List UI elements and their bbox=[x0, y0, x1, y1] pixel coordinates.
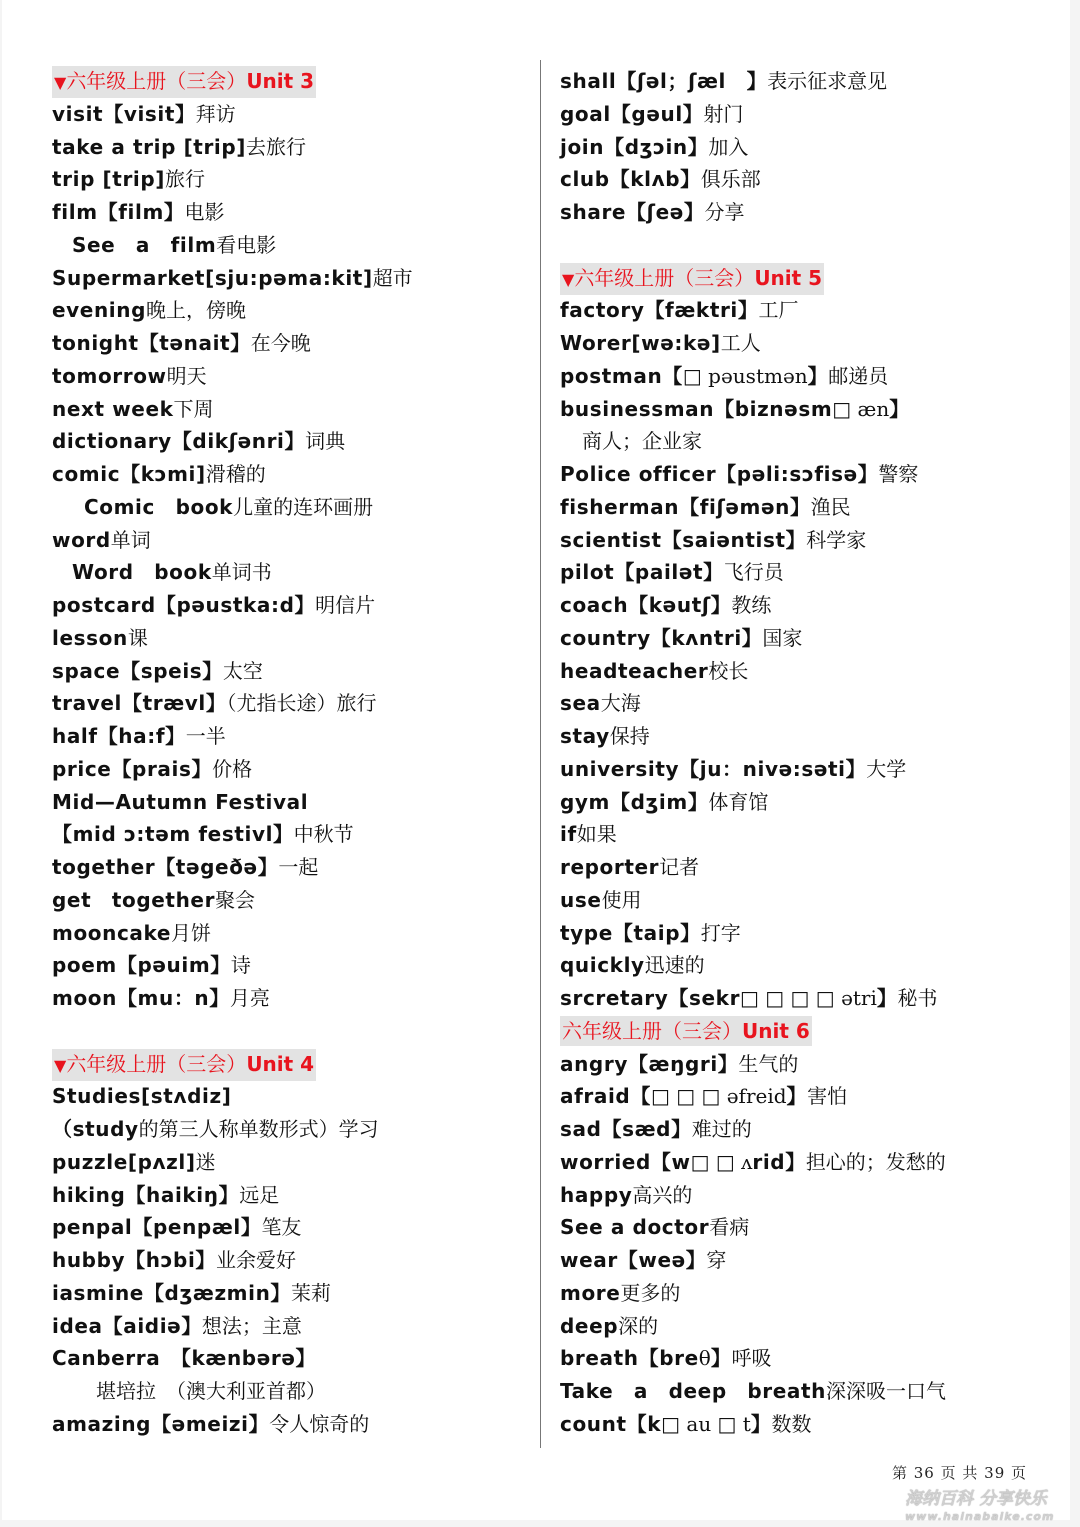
vocab-meaning: 担心的；发愁的 bbox=[805, 1149, 946, 1174]
vocab-word: price【prais】 bbox=[52, 756, 213, 781]
vocab-entry bbox=[560, 655, 1040, 688]
vocab-word: headteacher bbox=[560, 658, 709, 683]
vocab-meaning: 更多的 bbox=[620, 1280, 681, 1305]
vocab-meaning: 加入 bbox=[708, 134, 749, 159]
vocab-word: penpal【penpæl】 bbox=[52, 1215, 262, 1240]
vocab-word: hiking【haikiŋ】 bbox=[52, 1182, 240, 1207]
vocab-entry bbox=[560, 65, 1040, 98]
vocab-meaning: 教练 bbox=[731, 593, 772, 617]
vocab-word: lesson bbox=[52, 625, 128, 650]
vocab-meaning: 月饼 bbox=[171, 920, 212, 945]
vocab-meaning: 旅行 bbox=[165, 167, 206, 192]
vocab-meaning: 工人 bbox=[720, 331, 761, 355]
vocab-word: next week bbox=[52, 396, 174, 421]
vocab-entry bbox=[560, 360, 1040, 393]
section-heading bbox=[560, 262, 1040, 295]
vocab-meaning: 邮递员 bbox=[828, 363, 889, 388]
triangle-down-icon: ▼ bbox=[54, 73, 67, 92]
unit-heading bbox=[560, 263, 824, 295]
vocab-phonetic: □ □ □ əfreid bbox=[650, 1084, 787, 1109]
vocab-meaning: 使用 bbox=[601, 887, 642, 912]
vocab-word: take a trip [trip] bbox=[52, 134, 247, 159]
vocab-meaning: 害怕 bbox=[807, 1084, 848, 1109]
heading-unit: Unit 3 bbox=[246, 69, 315, 93]
vocab-meaning: 价格 bbox=[212, 756, 253, 781]
vocab-word: Police officer【pəli:sɔfisə】 bbox=[560, 462, 879, 486]
vocab-phonetic: □ æn bbox=[832, 396, 890, 421]
section-heading bbox=[52, 1048, 522, 1081]
heading-unit: Unit 4 bbox=[246, 1051, 315, 1076]
vocab-word: mooncake bbox=[52, 920, 172, 945]
vocab-entry bbox=[560, 1244, 1040, 1277]
vocab-entry bbox=[560, 589, 1040, 622]
vocab-entry bbox=[560, 1277, 1040, 1310]
vocab-entry bbox=[560, 753, 1040, 786]
vocab-meaning: 科学家 bbox=[806, 527, 867, 552]
vocab-phonetic: □ pəustmən bbox=[682, 363, 808, 388]
vocab-word: pilot【pailət】 bbox=[560, 560, 724, 585]
vocab-word: hubby【hɔbi】 bbox=[52, 1248, 217, 1272]
watermark bbox=[905, 1490, 1054, 1526]
heading-label: 六年级上册（三会） bbox=[574, 265, 755, 290]
vocab-word: more bbox=[560, 1280, 621, 1305]
vocab-entry bbox=[52, 1179, 522, 1212]
vocab-word: coach【kəutʃ】 bbox=[560, 593, 732, 617]
vocab-meaning: 令人惊奇的 bbox=[269, 1411, 370, 1436]
vocab-entry bbox=[52, 196, 522, 229]
triangle-down-icon: ▼ bbox=[562, 269, 575, 289]
vocab-entry bbox=[52, 851, 522, 884]
vocab-entry bbox=[52, 1342, 522, 1375]
vocab-meaning: 堪培拉 （澳大利亚首都） bbox=[96, 1379, 326, 1403]
vocab-word: half【ha:f】 bbox=[52, 724, 186, 748]
vocab-word-end: rid】 bbox=[752, 1149, 806, 1174]
vocab-entry bbox=[52, 1113, 522, 1146]
vocab-word: Studies[stʌdiz] bbox=[52, 1084, 232, 1109]
vocab-word: join【dʒɔin】 bbox=[560, 134, 709, 159]
vocab-entry bbox=[52, 262, 522, 295]
vocab-word: wear【weə】 bbox=[560, 1248, 707, 1272]
vocab-entry bbox=[560, 1310, 1040, 1343]
vocab-meaning: 单词书 bbox=[211, 560, 272, 585]
vocab-meaning: 单词 bbox=[110, 527, 151, 552]
vocab-word: dictionary【dikʃənri】 bbox=[52, 429, 306, 454]
vocab-word: Canberra 【kænbərə】 bbox=[52, 1346, 317, 1371]
vocab-entry bbox=[52, 1408, 522, 1441]
unit-heading bbox=[52, 1049, 316, 1081]
vocab-meaning: 词典 bbox=[305, 429, 346, 454]
vocab-word: use bbox=[560, 887, 602, 912]
vocab-entry bbox=[560, 1375, 1040, 1408]
vocab-word: word bbox=[52, 527, 111, 552]
vocab-entry bbox=[560, 327, 1040, 360]
vocab-meaning: 警察 bbox=[878, 462, 919, 486]
vocab-entry bbox=[52, 818, 522, 851]
vocab-entry bbox=[560, 196, 1040, 229]
vocab-entry bbox=[560, 720, 1040, 753]
vocab-entry bbox=[52, 1244, 522, 1277]
vocab-phonetic: □ au □ t bbox=[661, 1411, 751, 1436]
vocab-word: idea【aidiə】 bbox=[52, 1313, 202, 1338]
vocab-word: get together bbox=[52, 887, 216, 912]
vocab-entry bbox=[52, 425, 522, 458]
vocab-entry bbox=[52, 687, 522, 720]
heading-label: 六年级上册（三会） bbox=[66, 1051, 247, 1076]
vocab-entry bbox=[52, 229, 522, 262]
heading-label: 六年级上册（三会） bbox=[66, 69, 247, 93]
vocab-word: type【taip】 bbox=[560, 920, 701, 945]
vocab-word: afraid【 bbox=[560, 1084, 651, 1109]
vocab-entry bbox=[52, 589, 522, 622]
vocab-meaning: 深深吸一口气 bbox=[826, 1379, 946, 1403]
document-page bbox=[2, 0, 1070, 1520]
vocab-word: Take a deep breath bbox=[560, 1379, 826, 1403]
vocab-meaning: 表示征求意见 bbox=[767, 69, 888, 93]
vocab-meaning: 秘书 bbox=[897, 986, 938, 1010]
vocab-word-end: 】 bbox=[876, 986, 898, 1010]
vocab-phonetic: □ □ □ □ ətri bbox=[740, 986, 877, 1010]
vocab-entry bbox=[560, 917, 1040, 950]
section-heading bbox=[52, 65, 522, 98]
vocab-entry bbox=[560, 163, 1040, 196]
vocab-word: Comic book bbox=[84, 494, 234, 519]
vocab-entry bbox=[52, 524, 522, 557]
vocab-meaning: 大学 bbox=[866, 756, 907, 781]
vocab-entry bbox=[560, 98, 1040, 131]
vocab-word: Worer[wə:kə] bbox=[560, 331, 721, 355]
vocab-meaning: 下周 bbox=[173, 396, 214, 421]
vocab-entry bbox=[52, 982, 522, 1015]
vocab-entry bbox=[560, 458, 1040, 491]
vocab-word: srcretary【sekr bbox=[560, 986, 741, 1010]
vocab-meaning: 保持 bbox=[609, 724, 650, 748]
vocab-entry bbox=[560, 294, 1040, 327]
vocab-word-end: 】 bbox=[807, 363, 829, 388]
vocab-meaning: 高兴的 bbox=[632, 1182, 693, 1207]
vocab-meaning: 穿 bbox=[706, 1248, 727, 1272]
vocab-word: Supermarket[sju:pəma:kit] bbox=[52, 265, 373, 290]
triangle-down-icon: ▼ bbox=[54, 1055, 67, 1075]
vocab-entry bbox=[52, 1277, 522, 1310]
vocab-word: breath【bre bbox=[560, 1346, 699, 1371]
vocab-entry bbox=[52, 98, 522, 131]
vocab-word: comic【kɔmi] bbox=[52, 462, 206, 486]
vocab-word: goal【gəul】 bbox=[560, 101, 704, 126]
vocab-entry bbox=[560, 818, 1040, 851]
vocab-word: club【klʌb】 bbox=[560, 167, 701, 192]
left-column bbox=[52, 65, 522, 1441]
vocab-meaning: 明天 bbox=[166, 363, 207, 388]
vocab-meaning: 深的 bbox=[618, 1313, 659, 1338]
vocab-word: if bbox=[560, 822, 577, 847]
vocab-word: Mid—Autumn Festival bbox=[52, 789, 309, 814]
vocab-entry bbox=[560, 524, 1040, 557]
vocab-word: amazing【əmeizi】 bbox=[52, 1411, 270, 1436]
vocab-entry bbox=[560, 884, 1040, 917]
vocab-word: worried【w bbox=[560, 1149, 691, 1174]
vocab-entry bbox=[52, 131, 522, 164]
vocab-entry bbox=[52, 753, 522, 786]
vocab-entry bbox=[52, 1080, 522, 1113]
vocab-entry bbox=[560, 622, 1040, 655]
vocab-entry bbox=[52, 556, 522, 589]
vocab-meaning: 笔友 bbox=[261, 1215, 302, 1240]
vocab-entry bbox=[52, 949, 522, 982]
vocab-word: travel【trævl】 bbox=[52, 691, 227, 716]
vocab-word: postcard【pəustka:d】 bbox=[52, 593, 316, 617]
vocab-word: gym【dʒim】 bbox=[560, 789, 709, 814]
vocab-meaning: 晚上，傍晚 bbox=[146, 298, 247, 323]
vocab-meaning: 迷 bbox=[195, 1149, 216, 1174]
vocab-word: （study bbox=[52, 1117, 139, 1141]
blank-line bbox=[52, 1015, 522, 1048]
vocab-meaning: 大海 bbox=[600, 691, 641, 716]
vocab-word-end: 】 bbox=[889, 396, 910, 421]
vocab-word: visit【visit】 bbox=[52, 101, 196, 126]
vocab-entry bbox=[560, 687, 1040, 720]
vocab-entry bbox=[52, 917, 522, 950]
vocab-meaning: 看病 bbox=[709, 1215, 750, 1240]
vocab-meaning: 的第三人称单数形式）学习 bbox=[138, 1117, 379, 1141]
page-number: 第 36 页 共 39 页 bbox=[892, 1464, 1028, 1482]
vocab-word: country【kʌntri】 bbox=[560, 625, 763, 650]
vocab-entry bbox=[560, 131, 1040, 164]
vocab-meaning: （尤指长途）旅行 bbox=[226, 691, 377, 716]
section-heading bbox=[560, 1015, 1040, 1048]
vocab-meaning: 生气的 bbox=[738, 1051, 799, 1076]
vocab-entry bbox=[560, 949, 1040, 982]
vocab-meaning: 去旅行 bbox=[246, 134, 307, 159]
vocab-word-end: 】 bbox=[710, 1346, 732, 1371]
vocab-meaning: 如果 bbox=[576, 822, 617, 847]
vocab-entry bbox=[52, 884, 522, 917]
vocab-word: See a film bbox=[72, 232, 217, 257]
vocab-meaning: 工厂 bbox=[758, 298, 799, 323]
vocab-word: poem【pəuim】 bbox=[52, 953, 231, 978]
vocab-entry bbox=[52, 393, 522, 426]
vocab-meaning: 电影 bbox=[184, 200, 225, 224]
vocab-entry bbox=[52, 622, 522, 655]
vocab-meaning: 体育馆 bbox=[708, 789, 769, 814]
vocab-meaning: 飞行员 bbox=[723, 560, 784, 585]
vocab-phonetic: θ bbox=[698, 1346, 711, 1371]
vocab-meaning: 渔民 bbox=[810, 494, 851, 519]
vocab-word-end: 】 bbox=[750, 1411, 772, 1436]
vocab-meaning: 业余爱好 bbox=[216, 1248, 297, 1272]
vocab-word: film【film】 bbox=[52, 200, 185, 224]
vocab-entry bbox=[560, 786, 1040, 819]
vocab-entry bbox=[560, 1342, 1040, 1375]
vocab-word: tomorrow bbox=[52, 363, 167, 388]
vocab-meaning: 呼吸 bbox=[731, 1346, 772, 1371]
vocab-word: shall【ʃəl；ʃæl 】 bbox=[560, 69, 768, 93]
vocab-meaning: 迅速的 bbox=[644, 953, 705, 978]
vocab-entry bbox=[560, 393, 1040, 426]
vocab-word: together【təgeðə】 bbox=[52, 855, 279, 879]
vocab-meaning: 难过的 bbox=[691, 1117, 752, 1141]
vocab-word-end: 】 bbox=[786, 1084, 808, 1109]
vocab-word: count【k bbox=[560, 1411, 662, 1436]
vocab-word: quickly bbox=[560, 953, 645, 978]
vocab-meaning: 明信片 bbox=[315, 593, 376, 617]
vocab-word: scientist【saiəntist】 bbox=[560, 527, 807, 552]
vocab-word: moon【mu：n】 bbox=[52, 986, 230, 1010]
vocab-word: trip [trip] bbox=[52, 167, 166, 192]
vocab-entry bbox=[560, 1179, 1040, 1212]
vocab-word: iasmine【dʒæzmin】 bbox=[52, 1280, 292, 1305]
vocab-entry bbox=[52, 491, 522, 524]
vocab-word: share【ʃeə】 bbox=[560, 200, 705, 224]
vocab-meaning: 拜访 bbox=[195, 101, 236, 126]
vocab-meaning: 儿童的连环画册 bbox=[233, 494, 374, 519]
vocab-meaning: 看电影 bbox=[216, 232, 277, 257]
vocab-meaning: 太空 bbox=[222, 658, 263, 683]
vocab-entry bbox=[560, 851, 1040, 884]
vocab-word: evening bbox=[52, 298, 147, 323]
vocab-meaning: 茉莉 bbox=[291, 1280, 332, 1305]
vocab-entry bbox=[52, 458, 522, 491]
vocab-entry bbox=[560, 1048, 1040, 1081]
vocab-meaning: 校长 bbox=[708, 658, 749, 683]
vocab-word: fisherman【fiʃəmən】 bbox=[560, 494, 811, 519]
vocab-word: space【speis】 bbox=[52, 658, 223, 683]
vocab-meaning: 分享 bbox=[704, 200, 745, 224]
vocab-entry bbox=[52, 294, 522, 327]
vocab-entry bbox=[52, 1211, 522, 1244]
vocab-meaning: 射门 bbox=[703, 101, 744, 126]
vocab-word: Word book bbox=[72, 560, 212, 585]
vocab-word: stay bbox=[560, 724, 610, 748]
vocab-word: See a doctor bbox=[560, 1215, 710, 1240]
vocab-entry bbox=[52, 720, 522, 753]
vocab-meaning: 记者 bbox=[659, 855, 700, 879]
vocab-entry bbox=[52, 327, 522, 360]
vocab-entry bbox=[560, 1408, 1040, 1441]
vocab-meaning: 国家 bbox=[762, 625, 803, 650]
vocab-entry bbox=[560, 556, 1040, 589]
vocab-meaning: 远足 bbox=[239, 1182, 280, 1207]
heading-label: 六年级上册（三会） bbox=[562, 1018, 742, 1043]
heading-unit: Unit 6 bbox=[742, 1018, 810, 1043]
vocab-entry bbox=[560, 1113, 1040, 1146]
vocab-meaning: 聚会 bbox=[215, 887, 256, 912]
vocab-meaning: 超市 bbox=[372, 265, 413, 290]
vocab-meaning: 诗 bbox=[230, 953, 251, 978]
vocab-meaning: 滑稽的 bbox=[205, 462, 266, 486]
vocab-phonetic: □ □ ʌ bbox=[690, 1149, 753, 1174]
vocab-word: 【mid ɔ:təm festivl】 bbox=[52, 822, 294, 847]
vocab-entry bbox=[560, 1211, 1040, 1244]
vocab-word: reporter bbox=[560, 855, 660, 879]
vocab-meaning: 月亮 bbox=[229, 986, 270, 1010]
vocab-meaning: 在今晚 bbox=[250, 331, 311, 355]
vocab-word: puzzle[pʌzl] bbox=[52, 1149, 196, 1174]
vocab-entry bbox=[560, 1080, 1040, 1113]
right-column bbox=[560, 65, 1040, 1441]
vocab-entry bbox=[560, 1146, 1040, 1179]
vocab-meaning: 一起 bbox=[278, 855, 319, 879]
vocab-word: angry【æŋgri】 bbox=[560, 1051, 739, 1076]
heading-unit: Unit 5 bbox=[754, 265, 823, 290]
vocab-meaning: 商人；企业家 bbox=[582, 429, 702, 454]
column-divider bbox=[540, 60, 541, 1448]
vocab-meaning: 一半 bbox=[185, 724, 226, 748]
vocab-meaning: 想法；主意 bbox=[201, 1313, 302, 1338]
vocab-entry bbox=[52, 1375, 522, 1408]
vocab-entry bbox=[52, 163, 522, 196]
vocab-word: businessman【biznəsm bbox=[560, 396, 833, 421]
watermark-text: 海纳百科 分享快乐 bbox=[905, 1489, 1047, 1509]
blank-line bbox=[560, 229, 1040, 262]
vocab-meaning: 打字 bbox=[700, 920, 741, 945]
vocab-meaning: 中秋节 bbox=[293, 822, 354, 847]
vocab-word: sea bbox=[560, 691, 601, 716]
vocab-entry bbox=[560, 425, 1040, 458]
vocab-entry bbox=[52, 1146, 522, 1179]
vocab-word: tonight【tənait】 bbox=[52, 331, 251, 355]
unit-heading bbox=[560, 1016, 812, 1046]
vocab-word: deep bbox=[560, 1313, 619, 1338]
watermark-url: www.hainabaike.com bbox=[905, 1510, 1055, 1523]
vocab-entry bbox=[52, 786, 522, 819]
unit-heading bbox=[52, 66, 316, 98]
vocab-meaning: 数数 bbox=[771, 1411, 812, 1436]
vocab-meaning: 课 bbox=[127, 625, 148, 650]
vocab-word: happy bbox=[560, 1182, 633, 1207]
vocab-word: postman【 bbox=[560, 363, 683, 388]
vocab-word: university【ju：nivə:səti】 bbox=[560, 756, 867, 781]
vocab-meaning: 俱乐部 bbox=[700, 167, 761, 192]
vocab-entry bbox=[560, 982, 1040, 1015]
vocab-entry bbox=[52, 360, 522, 393]
vocab-entry bbox=[52, 655, 522, 688]
vocab-entry bbox=[560, 491, 1040, 524]
vocab-word: sad【sæd】 bbox=[560, 1117, 692, 1141]
vocab-word: factory【fæktri】 bbox=[560, 298, 759, 323]
vocab-entry bbox=[52, 1310, 522, 1343]
